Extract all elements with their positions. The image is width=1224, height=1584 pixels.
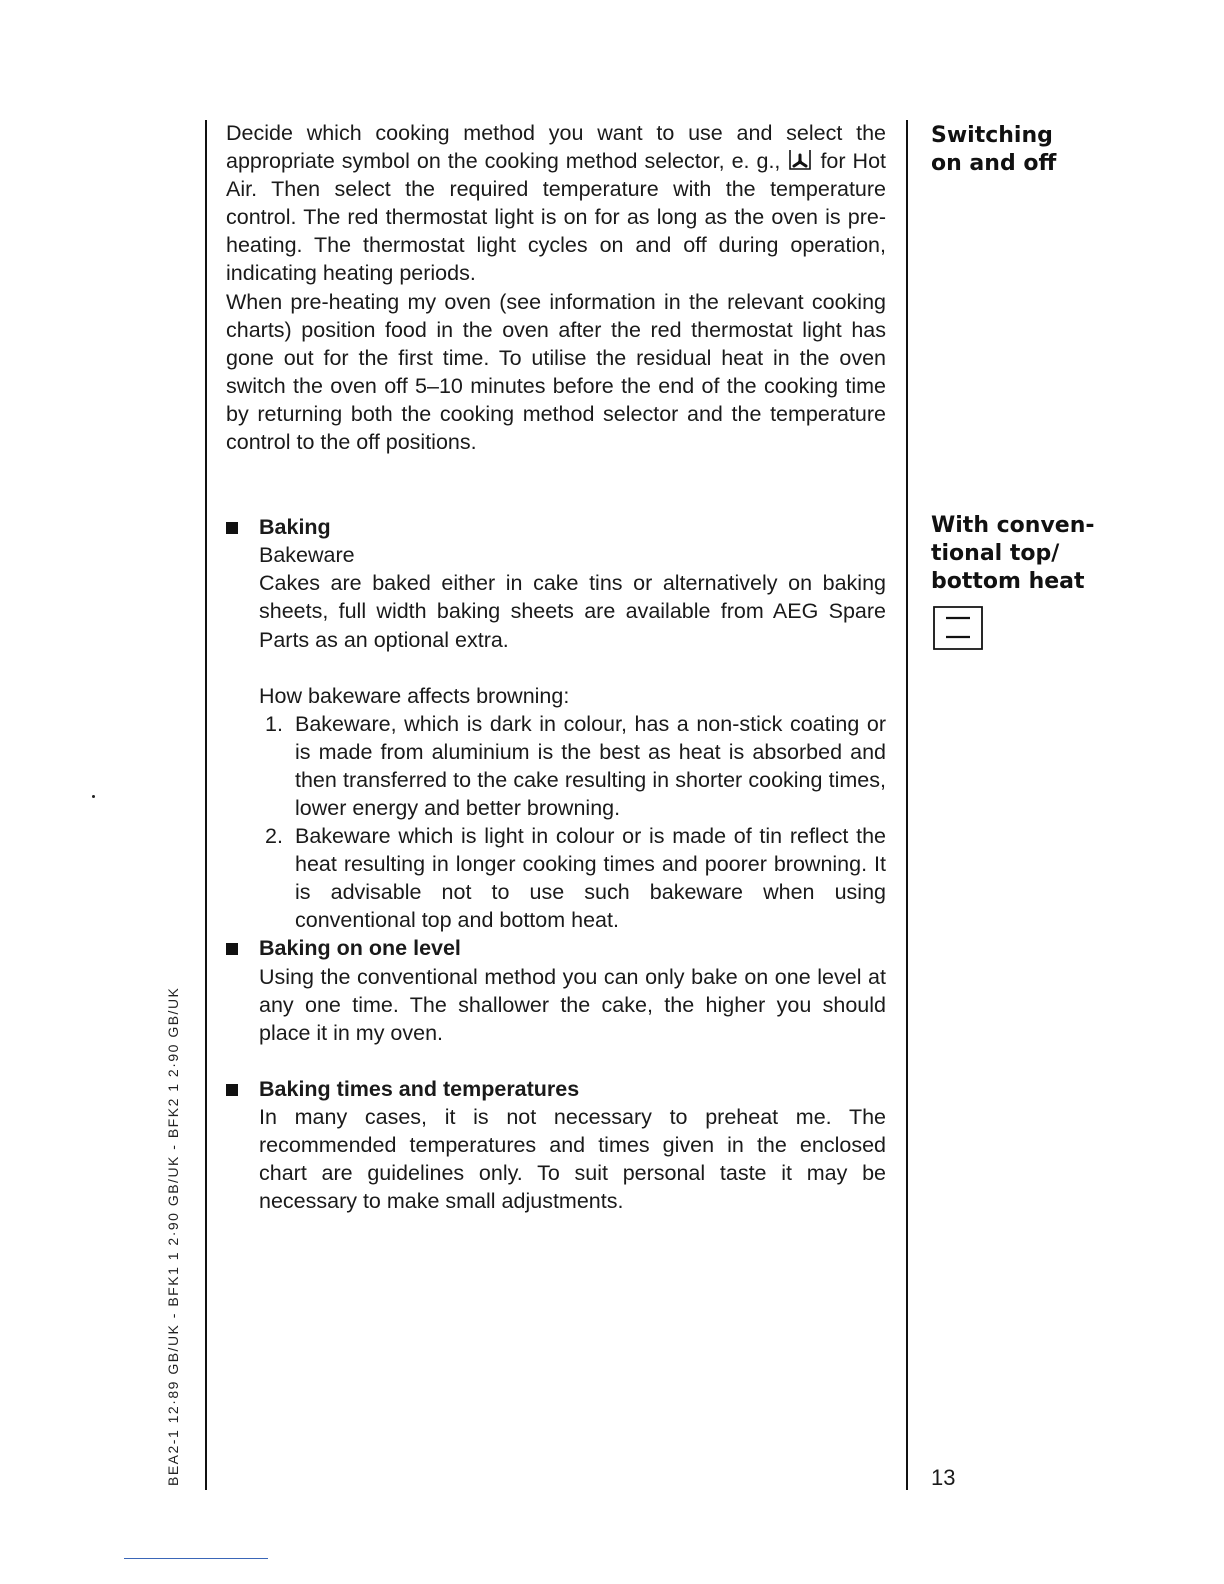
times-section [226,1075,886,1215]
switching-heading: Switching on and off [931,123,1057,176]
list-item-number: 1. [265,711,283,736]
list-item-text: Bakeware which is light in colour or is made of tin reflect the heat resulting in longer cooking times and poorer browning. It is advisable not to use such bakeware when using conventional top and bottom heat. [295,824,886,933]
browning-intro: How bakeware affects browning: [259,683,570,708]
right-column-rule [906,120,908,1490]
bullet-icon [226,522,238,534]
times-heading: Baking times and temperatures [259,1076,580,1101]
bakeware-subheading: Bakeware [259,543,355,568]
bullet-icon [226,1084,238,1096]
left-margin-rule [205,120,207,1490]
one-level-text: Using the conventional method you can only bake on one level at any one time. The shallower the cake, the higher you should place it in my oven. [259,964,886,1045]
page-number: 13 [931,1465,956,1490]
document-code: BEA2-1 12·89 GB/UK - BFK1 1 2·90 GB/UK - BFK2 1 2·90 GB/UK [165,986,181,1486]
intro-paragraph-2: When pre-heating my oven (see information in the relevant cooking charts) position food in the oven after the red thermostat light has gone out for the first time. To utilise the residual heat in the oven switch the oven off 5–10 minutes before the end of the cooking time by returning both the cooking method selector and the temperature control to the off positions. [226,289,886,455]
list-item [259,822,886,934]
stray-dot [92,795,95,798]
browning-list [226,710,886,935]
conventional-heat-heading: With conven- tional top/ bottom heat [931,513,1095,594]
one-level-section [226,934,886,1046]
footer-divider [124,1558,268,1559]
times-text: In many cases, it is not necessary to preheat me. The recommended temperatures and times given in the enclosed chart are guidelines only. To suit personal taste it may be necessary to make small adjustments. [259,1104,886,1214]
list-item-number: 2. [265,824,283,849]
list-item [259,710,886,822]
bullet-icon [226,943,238,955]
list-item-text: Bakeware, which is dark in colour, has a non-stick coating or is made from aluminium is the best as heat is absorbed and then transferred to the cake resulting in shorter cooking times, lower energy and better browning. [295,711,886,820]
one-level-heading: Baking on one level [259,936,461,961]
bakeware-text: Cakes are baked either in cake tins or alternatively on baking sheets, full width baking sheets are available from AEG Spare Parts as an optional extra. [259,571,886,652]
hot-air-symbol-icon [787,149,813,171]
main-text-column [226,119,886,1215]
baking-section [226,513,886,934]
baking-heading: Baking [259,515,331,540]
top-bottom-heat-icon [932,603,984,651]
intro-paragraph-1: Decide which cooking method you want to use and select the appropriate symbol on the cooking method selector, e. g., for Hot Air. Then select the required temperature with the temperature control. The red thermostat light is on for as long as the oven is pre-heating. The thermostat light cycles on and off during operation, indicating heating periods. [226,121,887,286]
